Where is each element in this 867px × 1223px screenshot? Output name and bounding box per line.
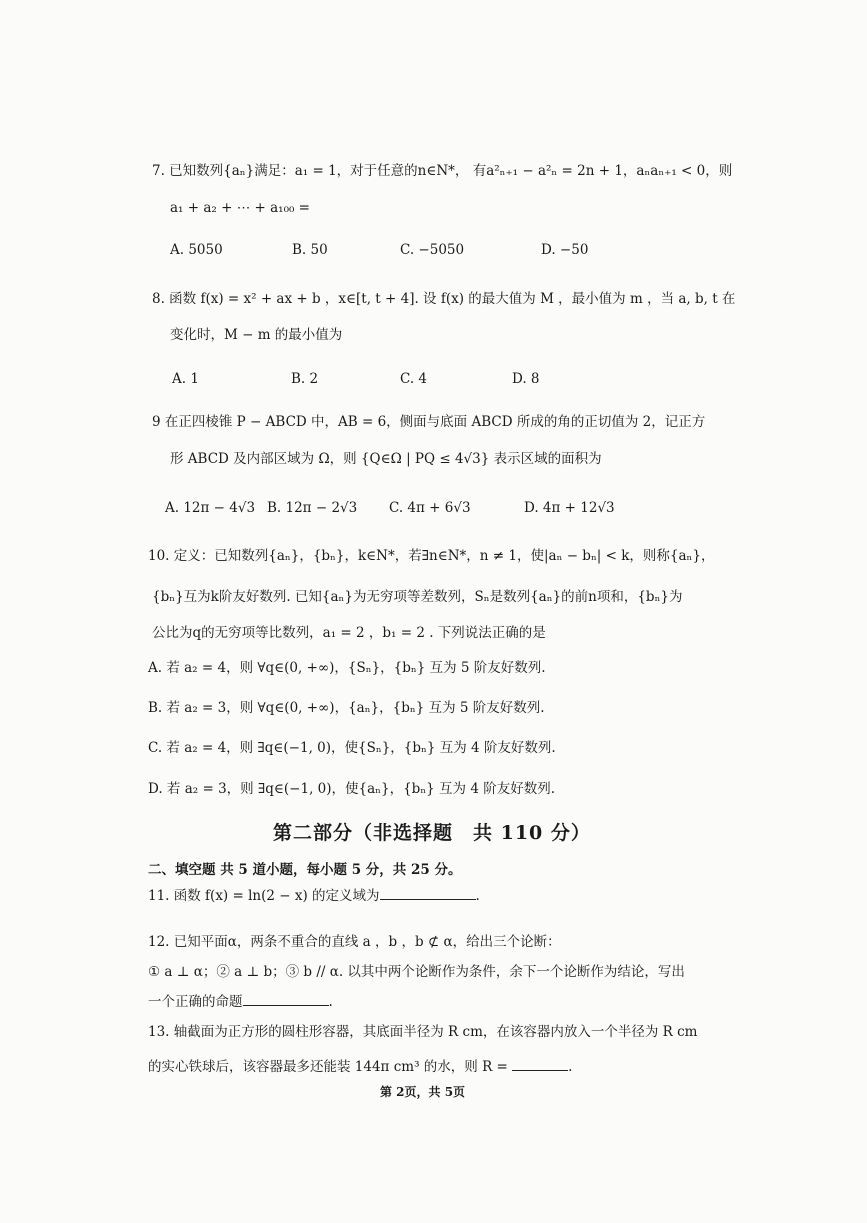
q8-stem-line2: 变化时，M − m 的最小值为 [170, 327, 343, 343]
q9-option-a: A. 12π − 4√3 [165, 500, 256, 516]
q10-stem-line1: 10. 定义：已知数列{aₙ}，{bₙ}，k∈N*，若∃n∈N*，n ≠ 1，使|aₙ − bₙ| < k，则称{aₙ}， [148, 548, 715, 564]
q10-option-c: C. 若 a₂ = 4，则 ∃q∈(−1, 0)，使{Sₙ}，{bₙ} 互为 4 阶友好数列. [148, 740, 556, 756]
q12-answer-blank[interactable] [243, 993, 329, 1006]
part2-subtitle: 二、填空题 共 5 道小题，每小题 5 分，共 25 分。 [148, 862, 462, 878]
page-footer: 第 2页，共 5页 [380, 1085, 466, 1099]
part2-title: 第二部分（非选择题 共 110 分） [273, 822, 591, 844]
q10-option-a: A. 若 a₂ = 4，则 ∀q∈(0, +∞)，{Sₙ}，{bₙ} 互为 5 阶友好数列. [148, 660, 546, 676]
q11-answer-blank[interactable] [380, 887, 476, 900]
q13-period: . [568, 1059, 573, 1075]
q10-option-b: B. 若 a₂ = 3，则 ∀q∈(0, +∞)，{aₙ}，{bₙ} 互为 5 阶友好数列. [148, 700, 545, 716]
q10-stem-line3: 公比为q的无穷项等比数列，a₁ = 2 ，b₁ = 2 . 下列说法正确的是 [152, 625, 546, 641]
q11-stem [148, 887, 480, 905]
q9-option-c: C. 4π + 6√3 [389, 500, 471, 516]
q13-stem-line2 [148, 1058, 572, 1076]
q8-option-b: B. 2 [291, 371, 319, 387]
q7-stem-line1: 7. 已知数列{aₙ}满足：a₁ = 1，对于任意的n∈N*， 有a²ₙ₊₁ − a²ₙ = 2n + 1，aₙaₙ₊₁ < 0，则 [152, 163, 733, 179]
q12-stem-line2: ① a ⊥ α；② a ⊥ b；③ b // α. 以其中两个论断作为条件，余下一个论断作为结论，写出 [148, 964, 685, 980]
q10-option-d: D. 若 a₂ = 3，则 ∃q∈(−1, 0)，使{aₙ}，{bₙ} 互为 4 阶友好数列. [148, 781, 555, 797]
q12-stem-line1: 12. 已知平面α，两条不重合的直线 a ，b ，b ⊄ α，给出三个论断： [148, 934, 561, 950]
q7-option-b: B. 50 [292, 242, 328, 258]
q8-stem-line1: 8. 函数 f(x) = x² + ax + b ，x∈[t, t + 4]. 设 f(x) 的最大值为 M ，最小值为 m ，当 a, b, t 在 [152, 291, 736, 307]
q9-option-b: B. 12π − 2√3 [267, 500, 358, 516]
q8-option-c: C. 4 [400, 371, 428, 387]
q7-option-a: A. 5050 [170, 242, 223, 258]
q7-option-c: C. −5050 [400, 242, 465, 258]
q12-stem-line3 [148, 993, 333, 1011]
q9-stem-line2: 形 ABCD 及内部区域为 Ω，则 {Q∈Ω | PQ ≤ 4√3} 表示区域的面积为 [170, 451, 602, 467]
q8-option-d: D. 8 [512, 371, 540, 387]
q13-stem-line1: 13. 轴截面为正方形的圆柱形容器，其底面半径为 R cm，在该容器内放入一个半径为 R cm [148, 1024, 698, 1040]
q11-period: . [475, 888, 480, 904]
q12-period: . [328, 994, 333, 1010]
q7-stem-line2: a₁ + a₂ + ⋯ + a₁₀₀ = [170, 200, 310, 216]
q9-stem-line1: 9 在正四棱锥 P − ABCD 中，AB = 6，侧面与底面 ABCD 所成的角的正切值为 2，记正方 [152, 414, 706, 430]
q10-stem-line2: {bₙ}互为k阶友好数列. 已知{aₙ}为无穷项等差数列，Sₙ是数列{aₙ}的前n项和，{bₙ}为 [152, 589, 683, 605]
q8-option-a: A. 1 [172, 371, 199, 387]
q9-option-d: D. 4π + 12√3 [524, 500, 615, 516]
q13-answer-blank[interactable] [512, 1058, 568, 1071]
q13-text: 的实心铁球后，该容器最多还能装 144π cm³ 的水，则 R = [148, 1059, 508, 1075]
q12-text: 一个正确的命题 [148, 994, 243, 1010]
q7-option-d: D. −50 [541, 242, 589, 258]
q11-text: 11. 函数 f(x) = ln(2 − x) 的定义域为 [148, 888, 380, 904]
